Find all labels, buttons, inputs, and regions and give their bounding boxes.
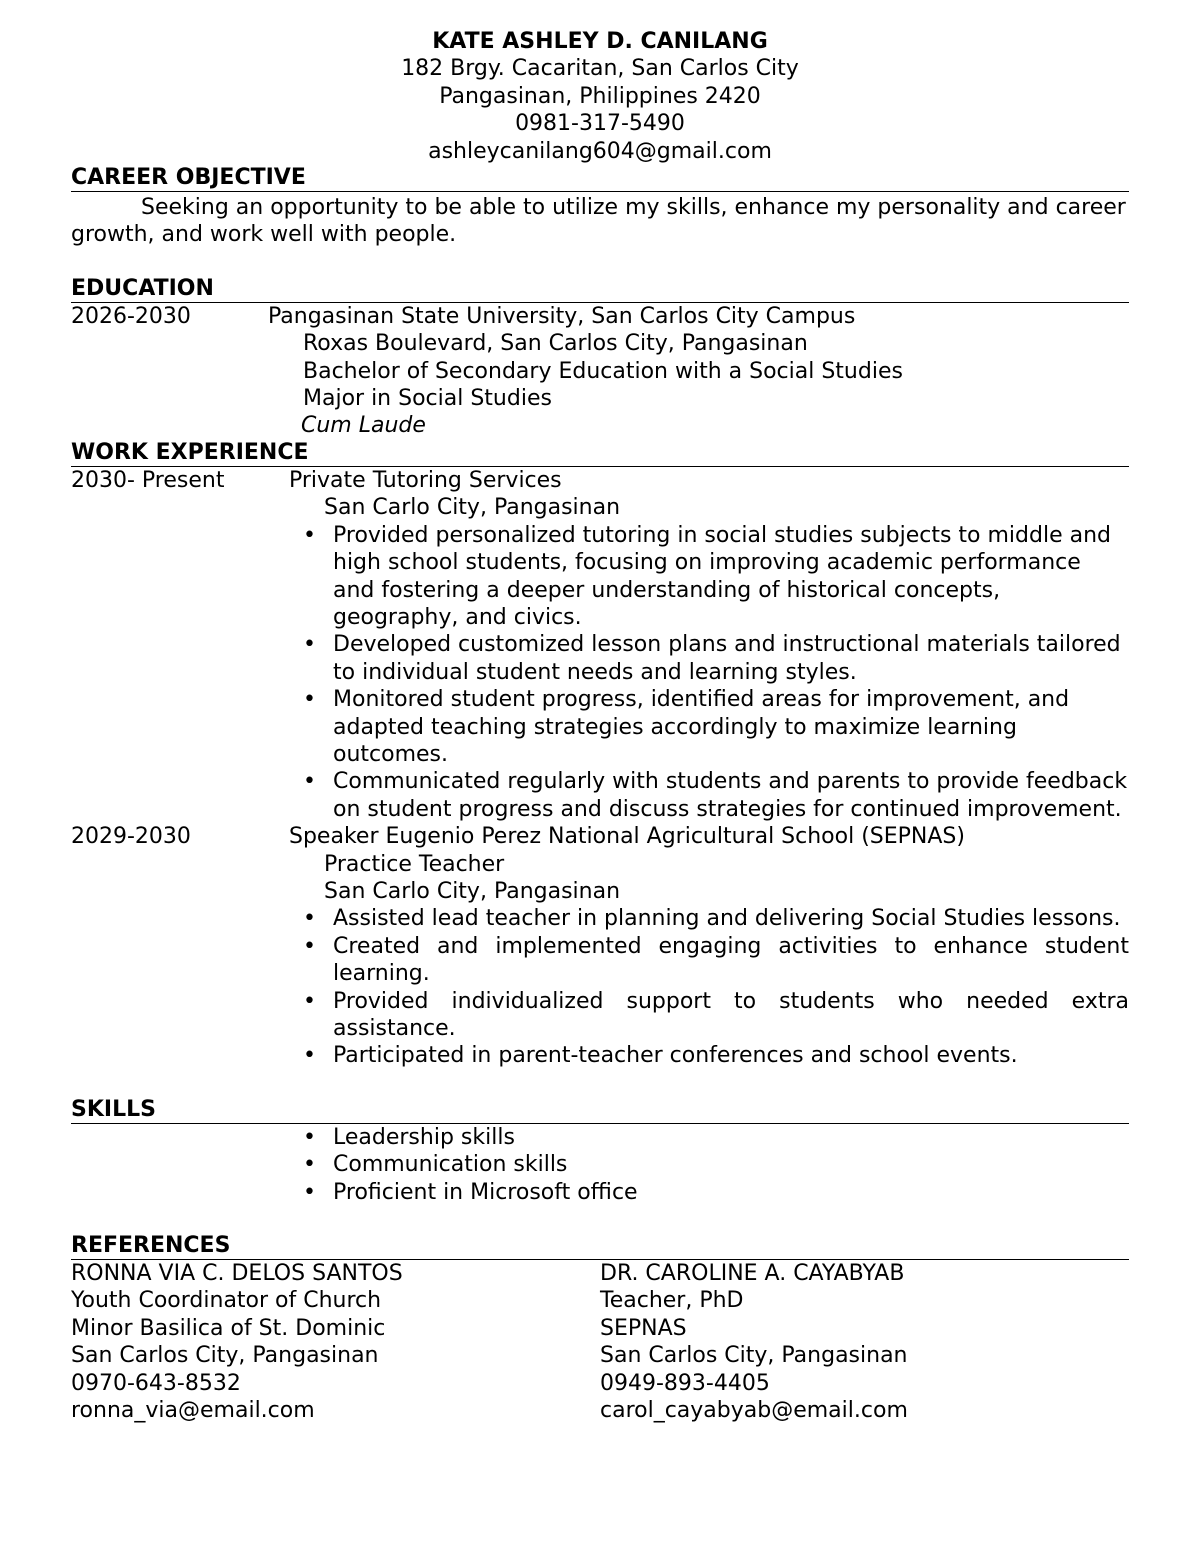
skills-spacer bbox=[71, 1124, 289, 1206]
list-item bbox=[289, 1151, 1129, 1178]
list-item bbox=[289, 686, 1129, 768]
reference-title: Teacher, PhD bbox=[600, 1288, 744, 1314]
list-item bbox=[289, 768, 1129, 823]
education-date: 2026-2030 bbox=[71, 303, 191, 329]
bullet-icon: • bbox=[303, 1152, 316, 1178]
bullet-icon: • bbox=[303, 1043, 316, 1069]
education-heading: EDUCATION bbox=[71, 276, 1129, 303]
education-entry bbox=[71, 303, 1129, 440]
list-item bbox=[289, 1124, 1129, 1151]
degree-line-1: Bachelor of Secondary Education with a Social Studies bbox=[303, 358, 903, 384]
job-duty-text: Provided personalized tutoring in social studies subjects to middle and high school students, focusing on improving academic performance and fostering a deeper understanding of historical concepts, geography, and civics. bbox=[333, 522, 1112, 630]
career-objective-heading: CAREER OBJECTIVE bbox=[71, 165, 1129, 192]
bullet-icon: • bbox=[303, 906, 316, 932]
job-duties-list bbox=[289, 522, 1129, 823]
school-address: Roxas Boulevard, San Carlos City, Pangasinan bbox=[303, 331, 808, 357]
job-duty-text: Developed customized lesson plans and instructional materials tailored to individual student needs and learning styles. bbox=[333, 632, 1121, 685]
skills-heading: SKILLS bbox=[71, 1097, 1129, 1124]
job-location: San Carlo City, Pangasinan bbox=[324, 878, 621, 904]
job-details bbox=[289, 467, 1129, 823]
job-employer: Private Tutoring Services bbox=[289, 467, 562, 493]
skills-list bbox=[289, 1124, 1129, 1206]
skills-entry bbox=[71, 1124, 1129, 1206]
bullet-icon: • bbox=[303, 522, 316, 548]
references-heading: REFERENCES bbox=[71, 1233, 1129, 1260]
bullet-icon: • bbox=[303, 988, 316, 1014]
bullet-icon: • bbox=[303, 1124, 316, 1150]
job-duty-text: Communicated regularly with students and parents to provide feedback on student progress and discuss strategies for continued improvement. bbox=[333, 769, 1128, 822]
email-address: ashleycanilang604@gmail.com bbox=[428, 138, 772, 164]
job-duty-text: Provided individualized support to students who needed extra assistance. bbox=[333, 988, 1129, 1041]
list-item bbox=[289, 1179, 1129, 1206]
reference-name: RONNA VIA C. DELOS SANTOS bbox=[71, 1261, 403, 1287]
bullet-icon: • bbox=[303, 1179, 316, 1205]
job-duty-text: Participated in parent-teacher conferences and school events. bbox=[333, 1043, 1018, 1069]
list-item bbox=[289, 988, 1129, 1043]
resume-page bbox=[71, 28, 1129, 1424]
job-entry bbox=[71, 823, 1129, 1070]
resume-header bbox=[71, 28, 1129, 165]
skill-text: Leadership skills bbox=[333, 1124, 515, 1150]
reference-organization: Minor Basilica of St. Dominic bbox=[71, 1315, 386, 1341]
job-entry bbox=[71, 467, 1129, 823]
reference-location: San Carlos City, Pangasinan bbox=[600, 1343, 908, 1369]
skill-text: Proficient in Microsoft office bbox=[333, 1179, 638, 1205]
address-line-2: Pangasinan, Philippines 2420 bbox=[439, 83, 761, 109]
job-duty-text: Monitored student progress, identified areas for improvement, and adapted teaching strategies accordingly to maximize learning outcomes. bbox=[333, 687, 1070, 767]
job-details bbox=[289, 823, 1129, 1070]
bullet-icon: • bbox=[303, 769, 316, 795]
job-duties-list bbox=[289, 905, 1129, 1069]
reference-location: San Carlos City, Pangasinan bbox=[71, 1343, 379, 1369]
reference-organization: SEPNAS bbox=[600, 1315, 687, 1341]
references-list bbox=[71, 1260, 1129, 1424]
reference-entry bbox=[600, 1260, 1129, 1424]
job-date: 2030- Present bbox=[71, 467, 225, 493]
job-position: Practice Teacher bbox=[324, 851, 505, 877]
school-name: Pangasinan State University, San Carlos City Campus bbox=[268, 303, 856, 329]
skills-details bbox=[289, 1124, 1129, 1206]
reference-name: DR. CAROLINE A. CAYABYAB bbox=[600, 1261, 905, 1287]
list-item bbox=[289, 631, 1129, 686]
address-line-1: 182 Brgy. Cacaritan, San Carlos City bbox=[401, 56, 799, 82]
job-duty-text: Created and implemented engaging activities to enhance student learning. bbox=[333, 933, 1129, 987]
work-experience-heading: WORK EXPERIENCE bbox=[71, 440, 1129, 467]
job-employer: Speaker Eugenio Perez National Agricultural School (SEPNAS) bbox=[289, 824, 965, 850]
job-location: San Carlo City, Pangasinan bbox=[324, 495, 621, 521]
career-objective-text: Seeking an opportunity to be able to utilize my skills, enhance my personality and career growth, and work well with people. bbox=[71, 195, 1126, 248]
reference-phone: 0970-643-8532 bbox=[71, 1370, 241, 1396]
list-item bbox=[289, 905, 1129, 932]
skill-text: Communication skills bbox=[333, 1152, 568, 1178]
list-item bbox=[289, 522, 1129, 632]
job-duty-text: Assisted lead teacher in planning and delivering Social Studies lessons. bbox=[333, 906, 1121, 932]
reference-title: Youth Coordinator of Church bbox=[71, 1288, 382, 1314]
list-item bbox=[289, 933, 1129, 988]
bullet-icon: • bbox=[303, 687, 316, 713]
reference-entry bbox=[71, 1260, 600, 1424]
reference-phone: 0949-893-4405 bbox=[600, 1370, 770, 1396]
reference-email: ronna_via@email.com bbox=[71, 1398, 315, 1424]
applicant-name: KATE ASHLEY D. CANILANG bbox=[432, 29, 768, 54]
phone-number: 0981-317-5490 bbox=[515, 111, 685, 137]
list-item bbox=[289, 1042, 1129, 1069]
job-date: 2029-2030 bbox=[71, 824, 191, 850]
degree-line-2: Major in Social Studies bbox=[303, 386, 552, 412]
education-details bbox=[268, 303, 1129, 440]
honor: Cum Laude bbox=[301, 413, 426, 439]
bullet-icon: • bbox=[303, 632, 316, 658]
reference-email: carol_cayabyab@email.com bbox=[600, 1398, 908, 1424]
bullet-icon: • bbox=[303, 933, 316, 959]
